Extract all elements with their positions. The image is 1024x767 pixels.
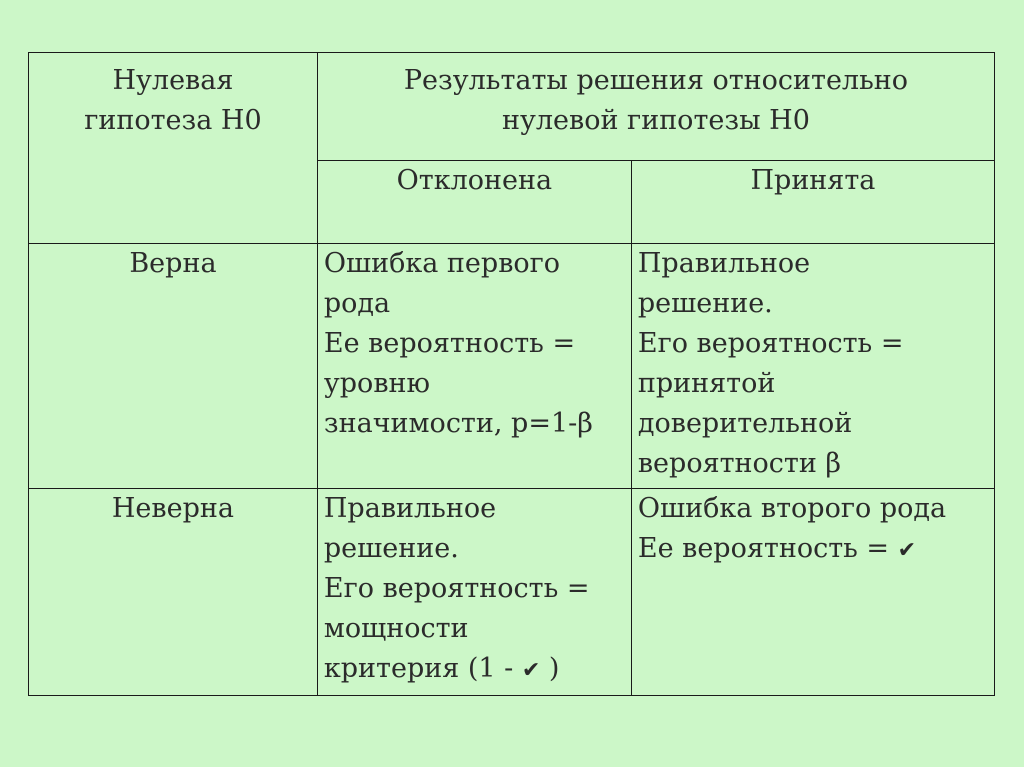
- row-true-accepted-line-1: Правильное: [637, 248, 811, 279]
- row-true-label: Верна: [129, 248, 217, 279]
- row-false-accepted-prefix: Ее вероятность =: [637, 533, 898, 564]
- header-null-hypothesis-line-2: гипотеза Н0: [84, 105, 262, 136]
- header-null-hypothesis: [29, 53, 318, 244]
- hypothesis-table: [28, 52, 995, 696]
- header-decision-results: [317, 53, 994, 161]
- header-accepted: [631, 161, 994, 244]
- row-false-label-cell: [29, 489, 318, 696]
- row-true-rejected-line-5: значимости, р=1-β: [323, 408, 593, 439]
- row-true-rejected-cell: [317, 244, 631, 489]
- row-false-rejected-line-1: Правильное: [323, 493, 497, 524]
- row-true-accepted-line-5: доверительной: [637, 408, 853, 439]
- row-false-rejected-line-5: [324, 649, 631, 691]
- header-rejected: [317, 161, 631, 244]
- row-true-accepted-line-3: Его вероятность =: [637, 328, 904, 359]
- row-true-rejected-line-3: Ее вероятность =: [323, 328, 576, 359]
- header-decision-results-line-1: Результаты решения относительно: [403, 65, 909, 96]
- row-true-rejected-line-1: Ошибка первого: [323, 248, 561, 279]
- row-false-rejected-line-4: мощности: [323, 613, 469, 644]
- row-true-rejected-line-2: рода: [323, 288, 391, 319]
- table-row-true: [29, 244, 995, 489]
- row-false-rejected-cell: [317, 489, 631, 696]
- header-accepted-label: Принята: [750, 165, 876, 197]
- row-true-label-cell: [29, 244, 318, 489]
- check-icon: ✔: [897, 538, 917, 563]
- header-decision-results-line-2: нулевой гипотезы Н0: [502, 105, 810, 136]
- row-false-rejected-prefix: критерия (1 -: [323, 653, 522, 684]
- row-true-accepted-cell: [631, 244, 994, 489]
- row-false-accepted-line-1: Ошибка второго рода: [637, 493, 947, 524]
- table-row-false: [29, 489, 995, 696]
- row-false-rejected-suffix: ): [540, 653, 560, 684]
- row-false-label: Неверна: [111, 493, 234, 524]
- row-false-accepted-cell: [631, 489, 994, 696]
- header-rejected-label: Отклонена: [396, 165, 553, 197]
- header-null-hypothesis-line-1: Нулевая: [112, 65, 234, 96]
- row-false-rejected-line-2: решение.: [323, 533, 459, 564]
- row-false-rejected-line-3: Его вероятность =: [323, 573, 590, 604]
- row-true-rejected-line-4: уровню: [323, 368, 431, 399]
- row-true-accepted-line-6: вероятности β: [637, 448, 842, 479]
- table-header-row: [29, 53, 995, 161]
- row-true-accepted-line-2: решение.: [637, 288, 773, 319]
- row-false-accepted-line-2: [638, 529, 994, 571]
- row-true-accepted-line-4: принятой: [637, 368, 776, 399]
- check-icon: ✔: [521, 658, 541, 683]
